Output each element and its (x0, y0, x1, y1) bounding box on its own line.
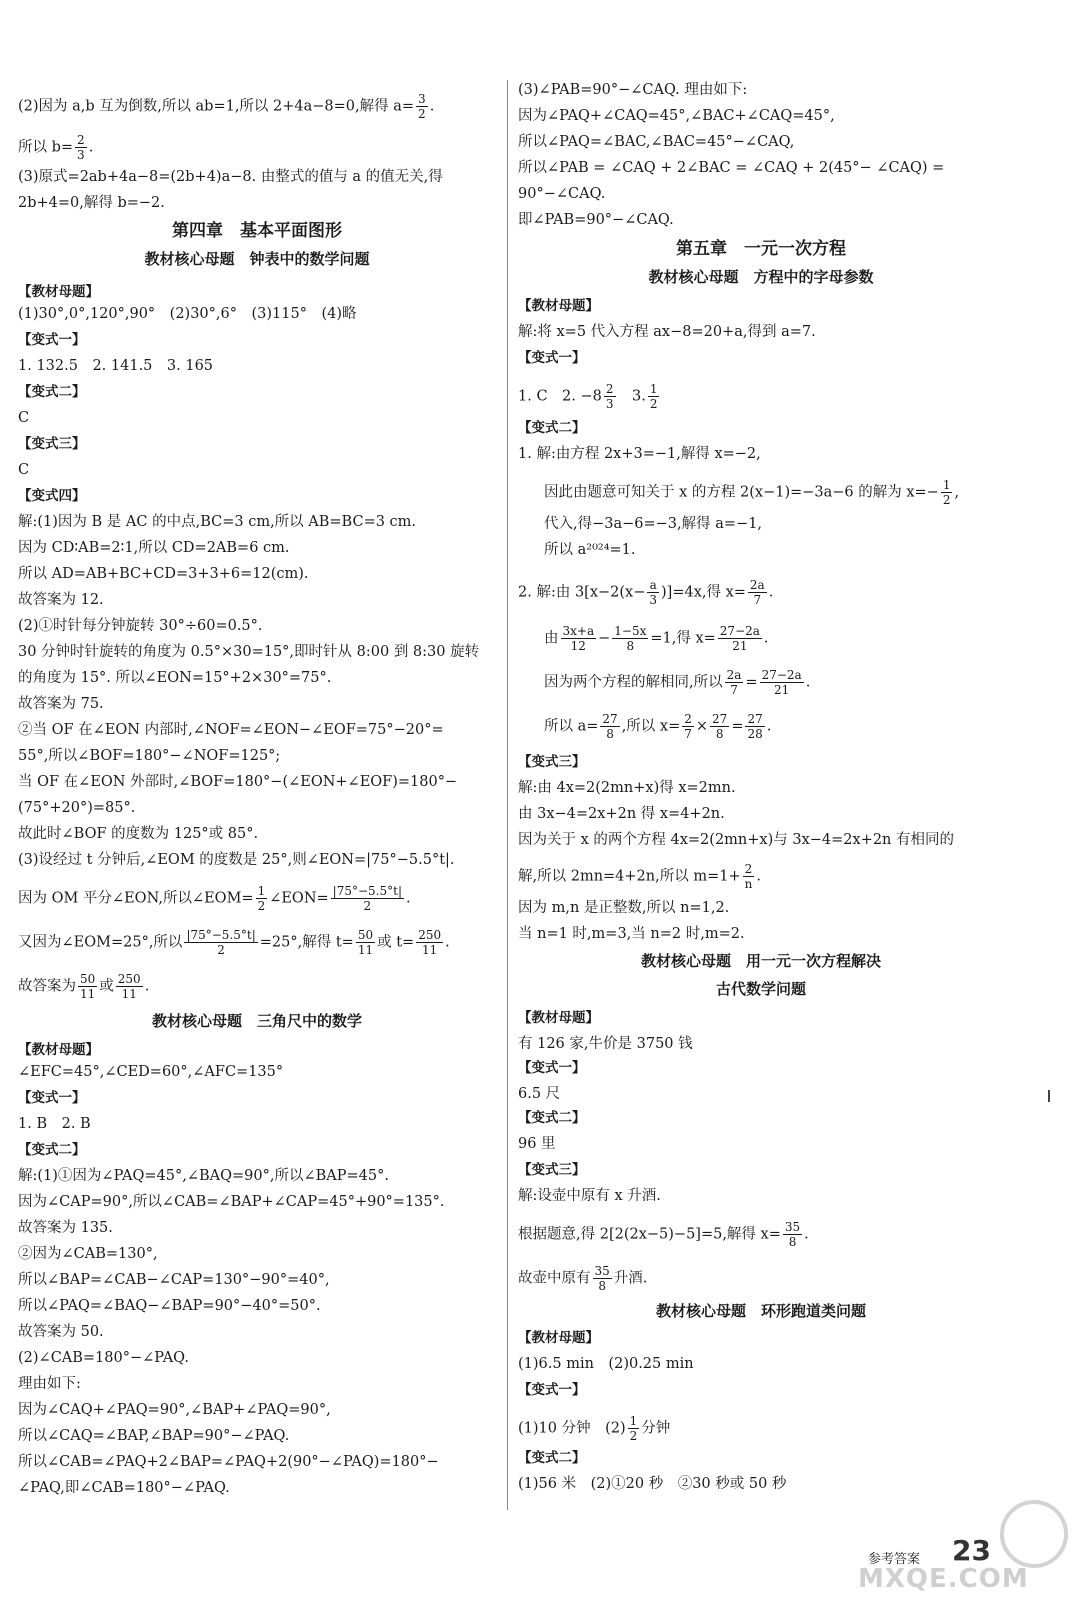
fraction: $\frac{50}{11}$ (357, 928, 374, 957)
answer-line: 故此时∠BOF 的度数为 125°或 85°. (18, 826, 259, 842)
answer-line: 所以∠PAQ=∠BAQ−∠BAP=90°−40°=50°. (18, 1298, 321, 1314)
section-heading: 教材核心母题 环形跑道类问题 (655, 1302, 866, 1320)
section-tag: 【变式二】 (18, 384, 86, 400)
page-number: 23 (952, 1534, 991, 1567)
section-tag: 【教材母题】 (18, 1042, 99, 1058)
fraction: $\frac{1}{2}$ (257, 884, 266, 913)
section-tag: 【教材母题】 (518, 1330, 599, 1346)
answer-line: (3)∠PAB=90°−∠CAQ. 理由如下: (518, 82, 748, 98)
footer-label: 参考答案 (868, 1552, 921, 1567)
fraction: $\frac{250}{11}$ (418, 928, 442, 957)
answer-line: 故壶中原有 $\frac{35}{8}$ 升酒. (518, 1264, 648, 1293)
answer-line: 解,所以 2mn=4+2n,所以 m=1+ $\frac{2}{n}$ . (518, 862, 761, 891)
fraction: $\frac{27}{8}$ (712, 712, 728, 741)
section-tag: 【变式一】 (518, 1382, 586, 1398)
section-tag: 【教材母题】 (518, 1010, 599, 1026)
answer-line: 由 $\frac{3x+a}{12}$ − $\frac{1-5x}{8}$ =1,得 x= $\frac{27-2a}{21}$ . (544, 624, 769, 653)
section-heading: 教材核心母题 三角尺中的数学 (151, 1012, 362, 1030)
section-tag: 【变式三】 (518, 754, 586, 770)
answer-line: 根据题意,得 2[2(2x−5)−5]=5,解得 x= $\frac{35}{8}$ . (518, 1220, 809, 1249)
fraction: $\frac{27-2a}{21}$ (761, 668, 802, 697)
fraction: $\frac{|75^\circ-5.5^\circ t|}{2}$ (332, 884, 402, 913)
answer-line: (1)10 分钟 (2) $\frac{1}{2}$ 分钟 (518, 1414, 671, 1443)
answer-line: 1. B 2. B (18, 1116, 91, 1132)
chapter-heading: 第五章 一元一次方程 (676, 239, 846, 259)
section-tag: 【变式一】 (518, 1060, 586, 1076)
answer-line: 因为 m,n 是正整数,所以 n=1,2. (518, 900, 730, 916)
answer-line: 因为∠CAQ+∠PAQ=90°,∠BAP+∠PAQ=90°, (18, 1402, 331, 1418)
answer-line: ∠PAQ,即∠CAB=180°−∠PAQ. (18, 1480, 230, 1496)
answer-line: 解:将 x=5 代入方程 ax−8=20+a,得到 a=7. (518, 324, 816, 340)
fraction: $\frac{50}{11}$ (80, 972, 96, 1001)
answer-line: (2)∠CAB=180°−∠PAQ. (18, 1350, 189, 1366)
fraction: $\frac{1}{2}$ (942, 478, 951, 507)
answer-line: 因为∠CAP=90°,所以∠CAB=∠BAP+∠CAP=45°+90°=135°. (18, 1194, 445, 1210)
answer-line: 所以∠CAB=∠PAQ+2∠BAP=∠PAQ+2(90°−∠PAQ)=180°− (18, 1454, 439, 1470)
answer-line: 故答案为 135. (18, 1220, 113, 1236)
answer-line: 所以∠BAP=∠CAB−∠CAP=130°−90°=40°, (18, 1272, 330, 1288)
answer-line: 即∠PAB=90°−∠CAQ. (518, 212, 674, 228)
section-tag: 【变式一】 (18, 1090, 86, 1106)
answer-line: 因为关于 x 的两个方程 4x=2(2mn+x)与 3x−4=2x+2n 有相同的 (518, 832, 954, 848)
answer-line: 30 分钟时针旋转的角度为 0.5°×30=15°,即时针从 8:00 到 8:30 旋转 (18, 644, 480, 660)
section-heading: 教材核心母题 用一元一次方程解决 (640, 952, 881, 970)
answer-line: ∠EFC=45°,∠CED=60°,∠AFC=135° (18, 1064, 284, 1080)
section-tag: 【变式四】 (18, 488, 86, 504)
answer-line: ②当 OF 在∠EON 内部时,∠NOF=∠EON−∠EOF=75°−20°= (18, 722, 444, 738)
answer-line: 90°−∠CAQ. (518, 186, 606, 202)
answer-line: 因为 OM 平分∠EON,所以∠EOM= $\frac{1}{2}$ ∠EON= $\frac{|75^\circ-5.5^\circ t|}{2}$ . (18, 884, 411, 913)
chapter-heading: 第四章 基本平面图形 (172, 221, 342, 241)
answer-line: 有 126 家,牛价是 3750 钱 (518, 1036, 693, 1052)
answer-line: 2. 解:由 3[x−2(x− $\frac{a}{3}$ )]=4x,得 x= $\frac{2a}{7}$ . (518, 578, 774, 607)
answer-line: 故答案为 50. (18, 1324, 104, 1340)
column-divider (507, 80, 508, 1510)
answer-line: 55°,所以∠BOF=180°−∠NOF=125°; (18, 748, 281, 764)
fraction: $\frac{35}{8}$ (594, 1264, 610, 1293)
answer-line: 所以 b= $\frac{2}{3}$ . (18, 133, 94, 162)
answer-line: 故答案为 12. (18, 592, 104, 608)
answer-line: 当 OF 在∠EON 外部时,∠BOF=180°−(∠EON+∠EOF)=180°− (18, 774, 458, 790)
answer-line: C (18, 410, 30, 426)
answer-line: 的角度为 15°. 所以∠EON=15°+2×30°=75°. (18, 670, 332, 686)
fraction: $\frac{27}{8}$ (602, 712, 618, 741)
answer-line: 又因为∠EOM=25°,所以 $\frac{|75^\circ-5.5^\circ t|}{2}$ =25°,解得 t= $\frac{50}{11}$ 或 t= $\frac{250}{11}$ . (18, 928, 450, 957)
section-tag: 【教材母题】 (18, 284, 99, 300)
fraction: $\frac{1}{2}$ (649, 382, 658, 411)
fraction: $\frac{3x+a}{12}$ (562, 624, 595, 653)
answer-line: 所以∠PAQ=∠BAC,∠BAC=45°−∠CAQ, (518, 134, 795, 150)
fraction: $\frac{1}{2}$ (629, 1414, 638, 1443)
section-heading: 教材核心母题 方程中的字母参数 (648, 268, 874, 286)
answer-line: 6.5 尺 (518, 1086, 561, 1102)
answer-line: 所以∠CAQ=∠BAP,∠BAP=90°−∠PAQ. (18, 1428, 290, 1444)
answer-line: 解:(1)因为 B 是 AC 的中点,BC=3 cm,所以 AB=BC=3 cm. (18, 514, 417, 530)
answer-line: 解:(1)①因为∠PAQ=45°,∠BAQ=90°,所以∠BAP=45°. (18, 1168, 389, 1184)
answer-line: 理由如下: (18, 1376, 81, 1392)
fraction: $\frac{250}{11}$ (117, 972, 141, 1001)
answer-line: 因为 CD∶AB=2∶1,所以 CD=2AB=6 cm. (18, 540, 290, 556)
answer-line: 所以 AD=AB+BC+CD=3+3+6=12(cm). (18, 566, 309, 582)
watermark-text: MXQE.COM (858, 1564, 1029, 1594)
answer-line: 当 n=1 时,m=3,当 n=2 时,m=2. (518, 926, 745, 942)
fraction: $\frac{27}{28}$ (747, 712, 763, 741)
answer-line: 所以∠PAB = ∠CAQ + 2∠BAC = ∠CAQ + 2(45°− ∠CAQ) = (518, 160, 945, 176)
watermark-logo-icon (1000, 1500, 1068, 1568)
answer-line: 1. 132.5 2. 141.5 3. 165 (18, 358, 214, 374)
answer-line: (1)6.5 min (2)0.25 min (518, 1356, 694, 1372)
answer-line: 2b+4=0,解得 b=−2. (18, 195, 165, 211)
fraction: $\frac{|75^\circ-5.5^\circ t|}{2}$ (186, 928, 256, 957)
fraction: $\frac{a}{3}$ (649, 578, 657, 607)
answer-line: (2)因为 a,b 互为倒数,所以 ab=1,所以 2+4a−8=0,解得 a= $\frac{3}{2}$ . (18, 92, 435, 121)
answer-line: 96 里 (518, 1136, 556, 1152)
fraction: $\frac{27-2a}{21}$ (719, 624, 760, 653)
answer-line: 故答案为 75. (18, 696, 104, 712)
answer-line: C (18, 462, 30, 478)
section-tag: 【教材母题】 (518, 298, 599, 314)
section-heading: 教材核心母题 钟表中的数学问题 (144, 250, 370, 268)
section-tag: 【变式二】 (518, 1450, 586, 1466)
answer-line: 所以 a= $\frac{27}{8}$ ,所以 x= $\frac{2}{7}$ × $\frac{27}{8}$ = $\frac{27}{28}$ . (544, 712, 772, 741)
answer-line: 因为∠PAQ+∠CAQ=45°,∠BAC+∠CAQ=45°, (518, 108, 835, 124)
fraction: $\frac{1-5x}{8}$ (614, 624, 647, 653)
fraction: $\frac{3}{2}$ (418, 92, 426, 121)
section-tag: 【变式二】 (518, 420, 586, 436)
answer-line: (3)设经过 t 分钟后,∠EOM 的度数是 25°,则∠EON=|75°−5.5°t|. (18, 852, 455, 868)
section-tag: 【变式一】 (18, 332, 86, 348)
answer-line: 代入,得−3a−6=−3,解得 a=−1, (544, 516, 763, 532)
section-tag: 【变式二】 (18, 1142, 86, 1158)
fraction: $\frac{2}{3}$ (77, 133, 85, 162)
answer-line: (3)原式=2ab+4a−8=(2b+4)a−8. 由整式的值与 a 的值无关,得 (18, 169, 443, 185)
fraction: $\frac{2a}{7}$ (749, 578, 765, 607)
answer-line: (75°+20°)=85°. (18, 800, 136, 816)
answer-line: (2)①时针每分钟旋转 30°÷60=0.5°. (18, 618, 263, 634)
section-tag: 【变式三】 (18, 436, 86, 452)
fraction: $\frac{2a}{7}$ (726, 668, 742, 697)
answer-line: ②因为∠CAB=130°, (18, 1246, 158, 1262)
fraction: $\frac{2}{3}$ (605, 382, 614, 411)
fraction: $\frac{35}{8}$ (784, 1220, 801, 1249)
margin-mark (1048, 1090, 1050, 1102)
answer-line: 1. 解:由方程 2x+3=−1,解得 x=−2, (518, 446, 761, 462)
answer-line: 由 3x−4=2x+2n 得 x=4+2n. (518, 806, 725, 822)
section-tag: 【变式二】 (518, 1110, 586, 1126)
answer-line: 解:设壶中原有 x 升酒. (518, 1188, 661, 1204)
answer-line: 1. C 2. −8 $\frac{2}{3}$ 3. $\frac{1}{2}$ (518, 382, 658, 411)
section-tag: 【变式三】 (518, 1162, 586, 1178)
answer-line: 所以 a²⁰²⁴=1. (544, 542, 636, 558)
section-heading: 古代数学问题 (715, 980, 806, 998)
answer-line: 因此由题意可知关于 x 的方程 2(x−1)=−3a−6 的解为 x=− $\frac{1}{2}$ , (544, 478, 960, 507)
section-tag: 【变式一】 (518, 350, 586, 366)
answer-line: (1)56 米 (2)①20 秒 ②30 秒或 50 秒 (518, 1476, 787, 1492)
fraction: $\frac{2}{7}$ (684, 712, 692, 741)
answer-line: 故答案为 $\frac{50}{11}$ 或 $\frac{250}{11}$ . (18, 972, 150, 1001)
fraction: $\frac{2}{n}$ (744, 862, 753, 891)
answer-line: 解:由 4x=2(2mn+x)得 x=2mn. (518, 780, 736, 796)
answer-line: 因为两个方程的解相同,所以 $\frac{2a}{7}$ = $\frac{27-2a}{21}$ . (544, 668, 811, 697)
answer-line: (1)30°,0°,120°,90° (2)30°,6° (3)115° (4)略 (18, 306, 357, 322)
